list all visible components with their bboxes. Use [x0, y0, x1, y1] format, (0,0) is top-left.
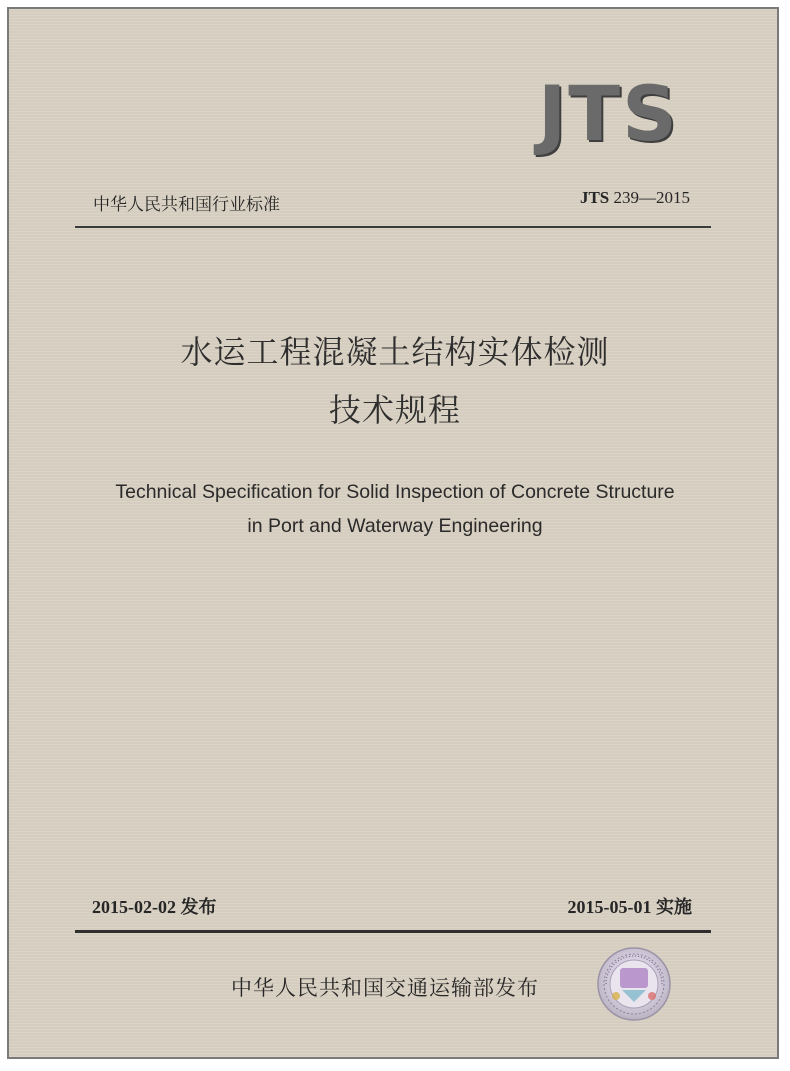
- title-en-line2: in Port and Waterway Engineering: [247, 515, 543, 537]
- jts-logo: JTS: [538, 69, 679, 158]
- standard-type: 中华人民共和国行业标准: [93, 195, 280, 215]
- standard-number: [580, 188, 690, 208]
- standard-code: JTS: [579, 188, 610, 207]
- issue-date: 2015-02-02 发布: [92, 897, 217, 917]
- implement-date: 2015-05-01 实施: [567, 897, 692, 917]
- title-cn-line2: 技术规程: [328, 391, 461, 429]
- hologram-seal-icon: [596, 946, 672, 1022]
- top-divider: [75, 226, 711, 228]
- title-en-line1: Technical Specification for Solid Inspection of Concrete Structure: [115, 481, 675, 503]
- standard-number-value: 239—2015: [613, 188, 690, 207]
- title-cn-line1: 水运工程混凝土结构实体检测: [180, 333, 610, 371]
- publisher: 中华人民共和国交通运输部发布: [231, 976, 539, 1000]
- bottom-divider: [75, 930, 711, 933]
